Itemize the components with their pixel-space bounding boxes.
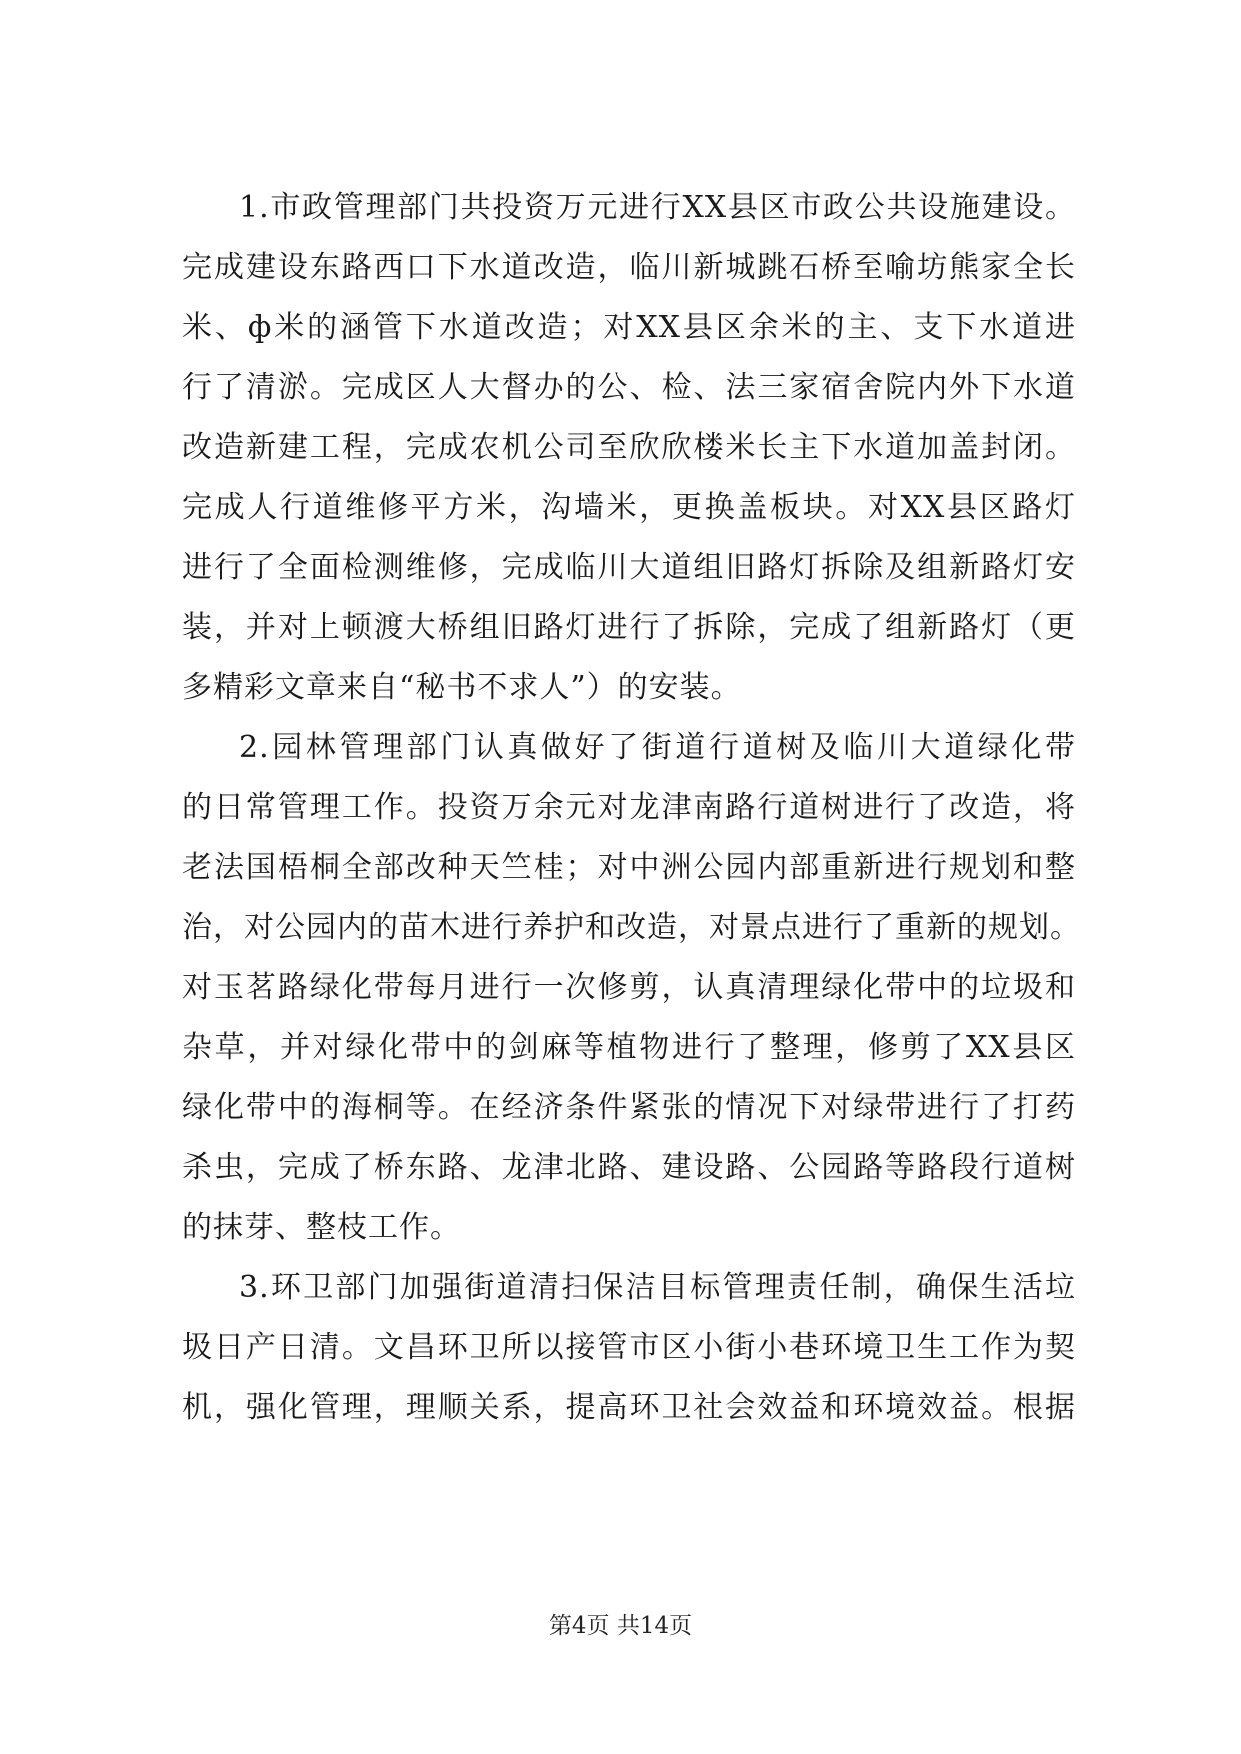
paragraph-2-line-7: 绿化带中的海桐等。在经济条件紧张的情况下对绿带进行了打药 <box>182 1090 1076 1125</box>
paragraph-1-line-3: 米、ф米的涵管下水道改造；对XX县区余米的主、支下水道进 <box>182 310 1076 345</box>
paragraph-2-line-5: 对玉茗路绿化带每月进行一次修剪，认真清理绿化带中的垃圾和 <box>182 970 1076 1005</box>
paragraph-1-line-2: 完成建设东路西口下水道改造，临川新城跳石桥至喻坊熊家全长 <box>182 250 1076 285</box>
paragraph-2-line-3: 老法国梧桐全部改种天竺桂；对中洲公园内部重新进行规划和整 <box>182 850 1076 885</box>
paragraph-1-line-4: 行了清淤。完成区人大督办的公、检、法三家宿舍院内外下水道 <box>182 370 1076 405</box>
paragraph-2-line-9: 的抹芽、整枝工作。 <box>182 1210 461 1245</box>
paragraph-3-line-2: 圾日产日清。文昌环卫所以接管市区小街小巷环境卫生工作为契 <box>182 1330 1076 1365</box>
paragraph-3-line-3: 机，强化管理，理顺关系，提高环卫社会效益和环境效益。根据 <box>182 1390 1076 1425</box>
paragraph-2-line-2: 的日常管理工作。投资万余元对龙津南路行道树进行了改造，将 <box>182 790 1076 825</box>
paragraph-1-line-1: 1.市政管理部门共投资万元进行XX县区市政公共设施建设。 <box>239 190 1076 225</box>
paragraph-1-line-6: 完成人行道维修平方米，沟墙米，更换盖板块。对XX县区路灯 <box>182 490 1076 525</box>
paragraph-3-line-1: 3.环卫部门加强街道清扫保洁目标管理责任制，确保生活垃 <box>239 1270 1076 1305</box>
paragraph-2-line-8: 杀虫，完成了桥东路、龙津北路、建设路、公园路等路段行道树 <box>182 1150 1076 1185</box>
paragraph-2-line-1: 2.园林管理部门认真做好了街道行道树及临川大道绿化带 <box>239 730 1076 765</box>
paragraph-1-line-9: 多精彩文章来自“秘书不求人”）的安装。 <box>182 670 742 705</box>
page-footer: 第4页 共14页 <box>548 1613 693 1639</box>
paragraph-1-line-7: 进行了全面检测维修，完成临川大道组旧路灯拆除及组新路灯安 <box>182 550 1076 585</box>
paragraph-2-line-4: 治，对公园内的苗木进行养护和改造，对景点进行了重新的规划。 <box>182 910 1081 945</box>
paragraph-2-line-6: 杂草，并对绿化带中的剑麻等植物进行了整理，修剪了XX县区 <box>182 1030 1076 1065</box>
paragraph-1-line-5: 改造新建工程，完成农机公司至欣欣楼米长主下水道加盖封闭。 <box>182 430 1076 465</box>
paragraph-1-line-8: 装，并对上顿渡大桥组旧路灯进行了拆除，完成了组新路灯（更 <box>182 610 1076 645</box>
